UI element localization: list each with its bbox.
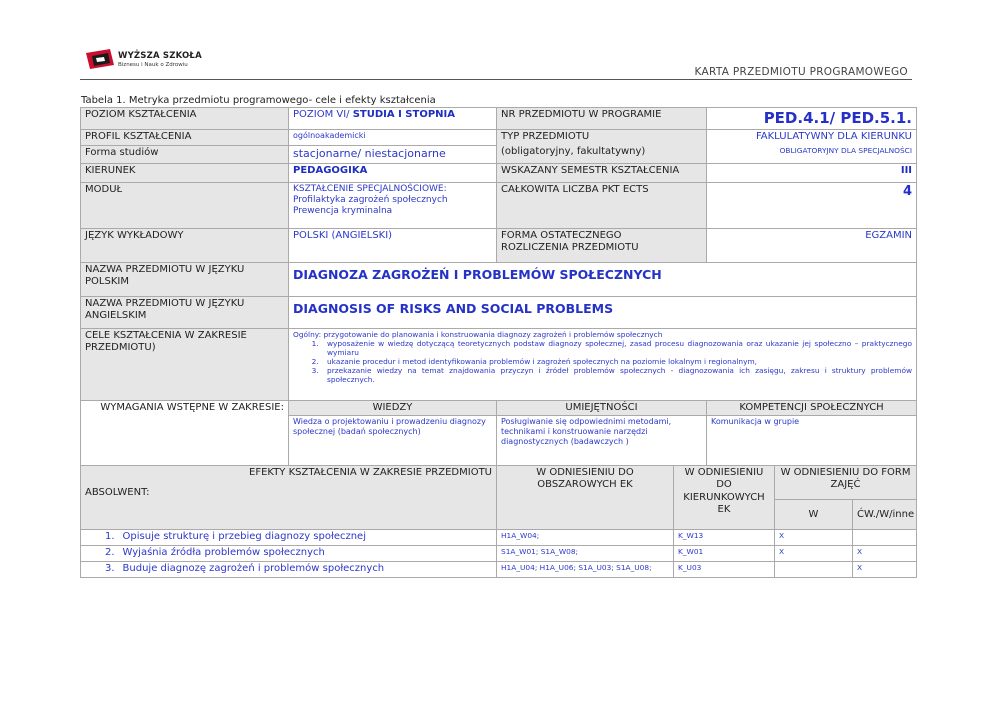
forma-rozl-value: EGZAMIN <box>707 229 917 263</box>
wiedzy-text: Wiedza o projektowaniu i prowadzeniu diagnozy społecznej (badań społecznych) <box>289 416 497 466</box>
forma-head: W ODNIESIENIU DO FORM ZAJĘĆ <box>775 466 917 500</box>
outcome-obszar: H1A_W04; <box>497 530 674 546</box>
forma-value: stacjonarne/ niestacjonarne <box>289 146 497 164</box>
nazwa-pl-value: DIAGNOZA ZAGROŻEŃ I PROBLEMÓW SPOŁECZNYCH <box>289 263 917 297</box>
logo-line2: Biznesu i Nauk o Zdrowiu <box>118 62 188 68</box>
umiejetnosci-head: UMIEJĘTNOŚCI <box>497 401 707 416</box>
kierunek-label: KIERUNEK <box>81 164 289 183</box>
cele-item: 1. wyposażenie w wiedzę dotyczącą teoretycznych podstaw diagnozy społecznej, zasad procesu diagnozowania oraz ukazanie jej społeczno – praktycznego wymiaru <box>321 339 912 357</box>
outcome-text: 1. Opisuje strukturę i przebieg diagnozy społecznej <box>81 530 497 546</box>
header-divider <box>80 79 912 80</box>
page-title: KARTA PRZEDMIOTU PROGRAMOWEGO <box>694 66 908 78</box>
outcome-text: 3. Buduje diagnozę zagrożeń i problemów społecznych <box>81 562 497 578</box>
nazwa-en-value: DIAGNOSIS OF RISKS AND SOCIAL PROBLEMS <box>289 297 917 329</box>
nr-value: PED.4.1/ PED.5.1. <box>707 108 917 130</box>
profil-label: PROFIL KSZTAŁCENIA <box>81 130 289 146</box>
cele-label: CELE KSZTAŁCENIA W ZAKRESIE PRZEDMIOTU) <box>81 329 289 401</box>
kompetencji-head: KOMPETENCJI SPOŁECZNYCH <box>707 401 917 416</box>
poziom-value: POZIOM VI/ STUDIA I STOPNIA <box>289 108 497 130</box>
logo-line1: WYŻSZA SZKOŁA <box>118 51 202 61</box>
wymagania-label: WYMAGANIA WSTĘPNE W ZAKRESIE: <box>81 401 289 466</box>
typ-value: FAKLULATYWNY DLA KIERUNKU OBLIGATORYJNY DLA SPECJALNOŚCI <box>707 130 917 164</box>
wiedzy-head: WIEDZY <box>289 401 497 416</box>
course-table <box>80 107 917 578</box>
outcome-obszar: H1A_U04; H1A_U06; S1A_U03; S1A_U08; <box>497 562 674 578</box>
table-caption: Tabela 1. Metryka przedmiotu programowego- cele i efekty kształcenia <box>81 95 436 106</box>
nazwa-pl-label: NAZWA PRZEDMIOTU W JĘZYKU POLSKIM <box>81 263 289 297</box>
forma-label: Forma studiów <box>81 146 289 164</box>
nr-label: NR PRZEDMIOTU W PROGRAMIE <box>497 108 707 130</box>
poziom-label: POZIOM KSZTAŁCENIA <box>81 108 289 130</box>
outcome-cw: X <box>853 546 917 562</box>
modul-value: KSZTAŁCENIE SPECJALNOŚCIOWE: Profilaktyka zagrożeń społecznych Prewencja kryminalna <box>289 183 497 229</box>
modul-label: MODUŁ <box>81 183 289 229</box>
ects-label: CAŁKOWITA LICZBA PKT ECTS <box>497 183 707 229</box>
profil-value: ogólnoakademicki <box>289 130 497 146</box>
w-head: W <box>775 500 853 530</box>
efekty-head: EFEKTY KSZTAŁCENIA W ZAKRESIE PRZEDMIOTU ABSOLWENT: <box>81 466 497 530</box>
outcome-kier: K_W01 <box>674 546 775 562</box>
kierunek-value: PEDAGOGIKA <box>289 164 497 183</box>
semestr-value: III <box>707 164 917 183</box>
jezyk-value: POLSKI (ANGIELSKI) <box>289 229 497 263</box>
outcome-cw: X <box>853 562 917 578</box>
outcome-obszar: S1A_W01; S1A_W08; <box>497 546 674 562</box>
typ-label: TYP PRZEDMIOTU (obligatoryjny, fakultatywny) <box>497 130 707 164</box>
outcome-kier: K_W13 <box>674 530 775 546</box>
outcome-w: X <box>775 530 853 546</box>
jezyk-label: JĘZYK WYKŁADOWY <box>81 229 289 263</box>
ects-value: 4 <box>707 183 917 229</box>
cele-value: Ogólny: przygotowanie do planowania i konstruowania diagnozy zagrożeń i problemów społecznych 1. wyposażenie w wiedzę dotyczącą teoretycznych podstaw diagnozy społecznej, zasad procesu diagnozowania oraz ukazanie jej społeczno – praktycznego wymiaru 2. ukazanie procedur i metod identyfikowania problemów i zagrożeń społecznych na poziomie lokalnym i regionalnym, 3. przekazanie wiedzy na temat znajdowania przyczyn i źródeł problemów społecznych - diagnozowania ich zasięgu, zakresu i struktury problemów społecznych. <box>289 329 917 401</box>
cele-item: 2. ukazanie procedur i metod identyfikowania problemów i zagrożeń społecznych na poziomie lokalnym i regionalnym, <box>321 357 912 366</box>
outcome-w <box>775 562 853 578</box>
outcome-text: 2. Wyjaśnia źródła problemów społecznych <box>81 546 497 562</box>
outcome-kier: K_U03 <box>674 562 775 578</box>
outcome-cw <box>853 530 917 546</box>
forma-rozl-label: FORMA OSTATECZNEGO ROZLICZENIA PRZEDMIOTU <box>497 229 707 263</box>
outcome-w: X <box>775 546 853 562</box>
kier-head: W ODNIESIENIU DO KIERUNKOWYCH EK <box>674 466 775 530</box>
cele-item: 3. przekazanie wiedzy na temat znajdowania przyczyn i źródeł problemów społecznych - diagnozowania ich zasięgu, zakresu i struktury problemów społecznych. <box>321 366 912 384</box>
cw-head: ĆW./W/inne <box>853 500 917 530</box>
umiejetnosci-text: Posługiwanie się odpowiednimi metodami, technikami i konstruowanie narzędzi diagnostycznych (badawczych ) <box>497 416 707 466</box>
semestr-label: WSKAZANY SEMESTR KSZTAŁCENIA <box>497 164 707 183</box>
nazwa-en-label: NAZWA PRZEDMIOTU W JĘZYKU ANGIELSKIM <box>81 297 289 329</box>
obszar-head: W ODNIESIENIU DO OBSZAROWYCH EK <box>497 466 674 530</box>
kompetencji-text: Komunikacja w grupie <box>707 416 917 466</box>
